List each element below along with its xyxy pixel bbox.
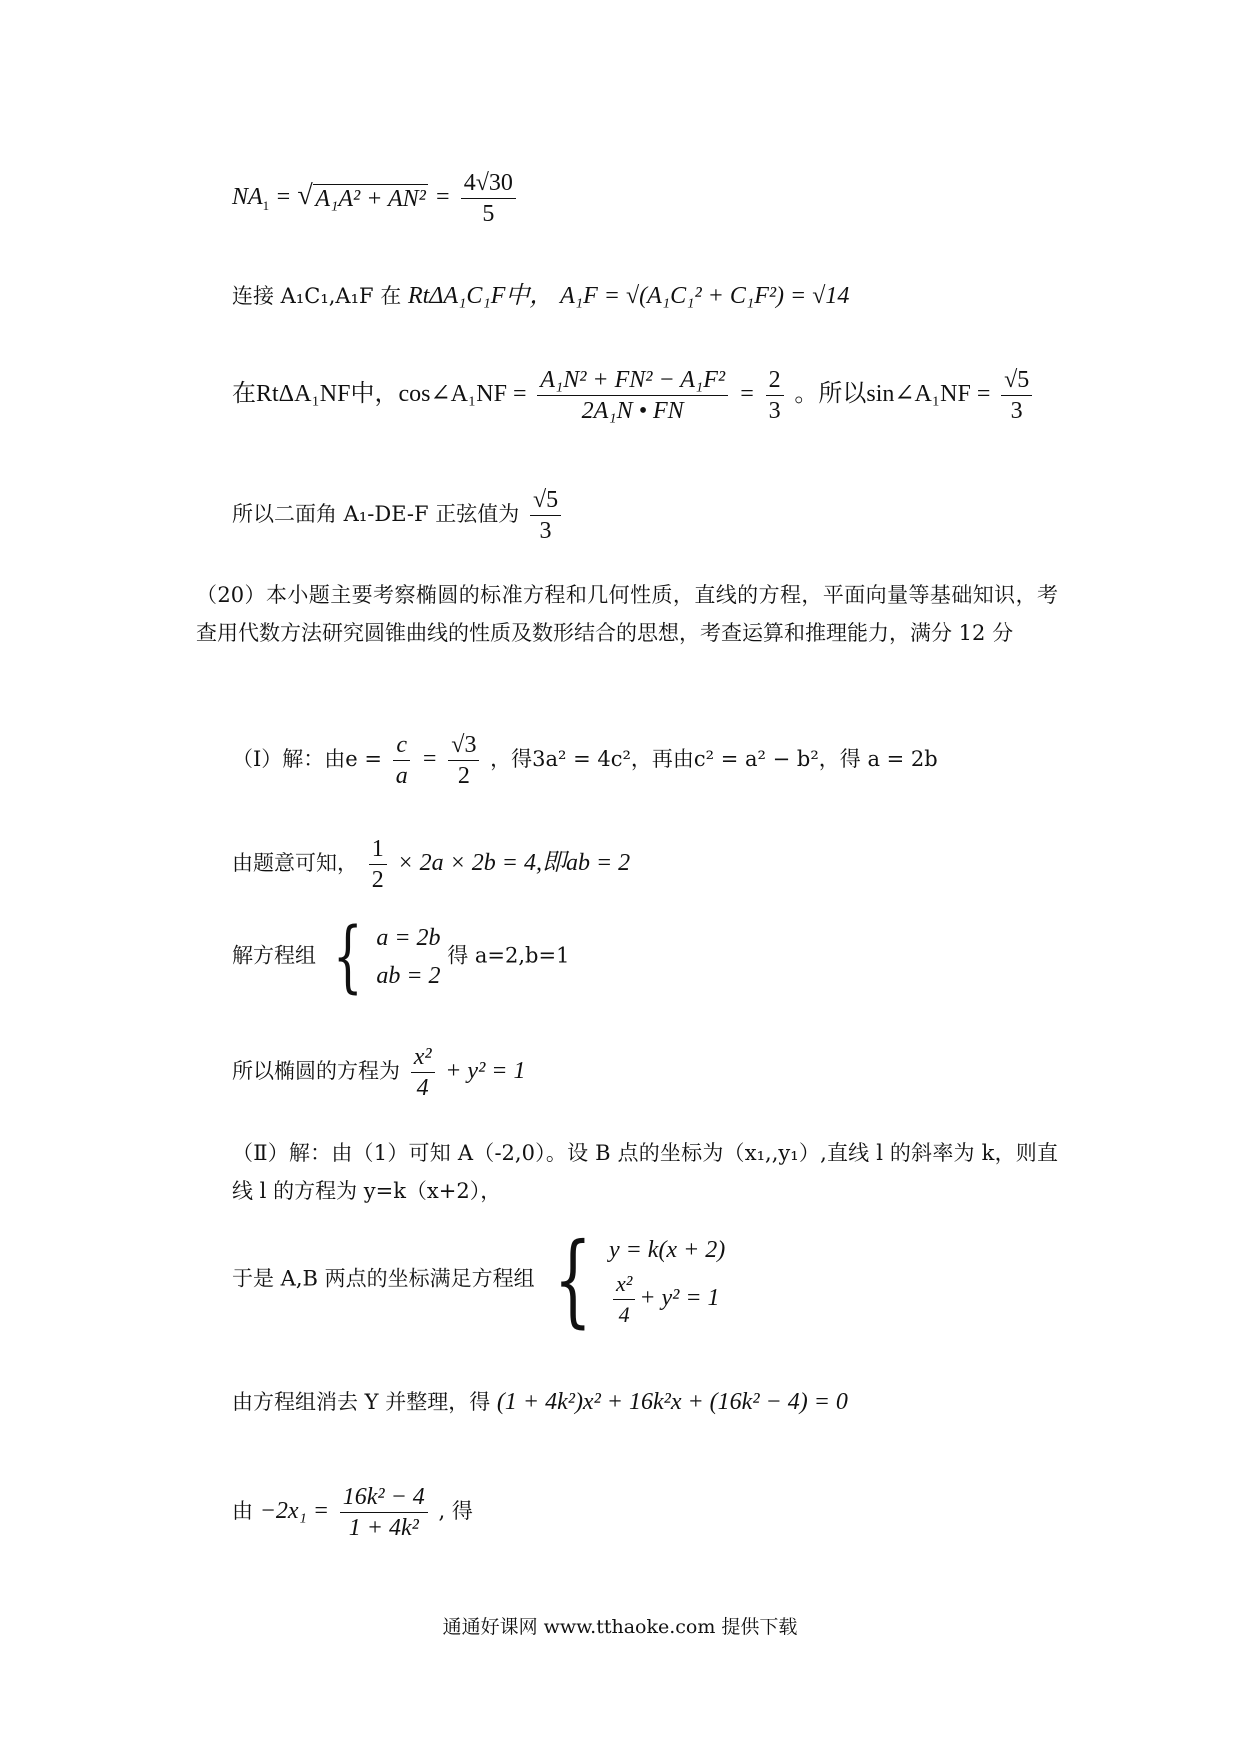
elimination-text: 由方程组消去 Y 并整理，得 (232, 1390, 491, 1414)
area-expr: × 2a × 2b = 4,即ab = 2 (397, 850, 631, 876)
ab-system-text: 于是 A,B 两点的坐标满足方程组 (232, 1266, 535, 1291)
vieta-lhs: −2x₁ = (259, 1498, 330, 1524)
dihedral-text: 所以二面角 A₁-DE-F 正弦值为 (232, 502, 520, 526)
elimination-line (232, 1386, 848, 1418)
equation-na1: $NA_1$ = √ A₁A² + AN² = $\frac{4√30}{5}$ (232, 168, 520, 229)
part1-result: ，得3a² = 4c²，再由c² = a² − b²，得 a = 2b (490, 747, 938, 771)
connect-a1f: A₁F = √(A₁C₁² + C₁F²) = √14 (560, 283, 850, 309)
part2-intro: （Ⅱ）解：由（1）可知 A（-2,0）。设 B 点的坐标为（x₁,,y₁）,直线 l 的斜率为 k，则直线 l 的方程为 y=k（x+2）， (232, 1141, 1058, 1203)
na1-lhs: $NA_1$ = (232, 184, 298, 213)
elimination-expr: (1 + 4k²)x² + 16k²x + (16k² − 4) = 0 (496, 1389, 848, 1415)
area-text: 由题意可知， (232, 851, 358, 875)
area-line (232, 834, 630, 895)
dihedral-value: $\frac{√5}{3}$ (530, 485, 561, 546)
na1-fraction: $\frac{4√30}{5}$ (461, 168, 516, 229)
vieta-tail: , 得 (438, 1499, 473, 1523)
part1-text: （Ⅰ）解：由e = (232, 747, 382, 771)
cosine-fraction: $\frac{\text{A₁N² + FN² − A₁F²}}{\text{2A₁N • FN}}$ (537, 365, 728, 426)
part1-line: （Ⅰ）解：由e = $\frac{c}{a}$ = $\frac{√3}{2}$ ，得3a² = 4c²，再由c² = a² − b²，得 a = 2b (232, 732, 938, 789)
cosine-text: 在RtΔA₁NF中，cos∠A₁NF = (232, 381, 527, 407)
ecc-value: $\frac{√3}{2}$ (448, 730, 479, 791)
sine-value: $\frac{√5}{3}$ (1001, 365, 1032, 426)
ecc-fraction: $\frac{c}{a}$ (393, 730, 411, 791)
dihedral-line (232, 485, 565, 546)
system-text: 解方程组 (232, 943, 316, 968)
system-brace: { a = 2b ab = 2 (332, 912, 441, 1002)
ab-system-brace: { y = k(x + 2) $\frac{\text{x²}}{4}$ + y² = 1 (554, 1221, 726, 1338)
page-footer: 通通好课网 www.tthaoke.com 提供下载 (442, 1616, 798, 1638)
connect-text: 连接 A₁C₁,A₁F 在 (232, 284, 402, 308)
ellipse-text: 所以椭圆的方程为 (232, 1059, 400, 1083)
q20-intro: （20）本小题主要考察椭圆的标准方程和几何性质，直线的方程，平面向量等基础知识，考查用代数方法研究圆锥曲线的性质及数形结合的思想，考查运算和推理能力，满分 12 分 (196, 583, 1058, 645)
system-result: 得 a=2,b=1 (447, 943, 570, 968)
connect-triangle: RtΔA₁C₁F中， (407, 283, 554, 309)
vieta-line (232, 1482, 473, 1543)
vieta-fraction: $\frac{\text{16k² − 4}}{\text{1 + 4k²}}$ (340, 1482, 428, 1543)
half-fraction: $\frac{1}{2}$ (369, 834, 387, 895)
vieta-text: 由 (232, 1499, 253, 1523)
ab-system-line (232, 1221, 726, 1338)
cosine-line: 在RtΔA₁NF中，cos∠A₁NF = $\frac{\text{A₁N² + FN² − A₁F²}}{\text{2A₁N • FN}}$ = $\frac{2}{3}$ 。所以sin∠A₁NF = $\frac{√5}{3}$ (232, 365, 1036, 426)
cosine-value: $\frac{2}{3}$ (766, 365, 784, 426)
ellipse-fraction: $\frac{\text{x²}}{4}$ (411, 1042, 435, 1103)
system-line (232, 912, 570, 1002)
ellipse-rest: + y² = 1 (445, 1058, 526, 1084)
sine-text: 。所以sin∠A₁NF = (794, 381, 991, 407)
connect-line (232, 280, 849, 312)
ellipse-line (232, 1042, 525, 1103)
na1-sqrt: √ A₁A² + AN² (297, 183, 427, 215)
